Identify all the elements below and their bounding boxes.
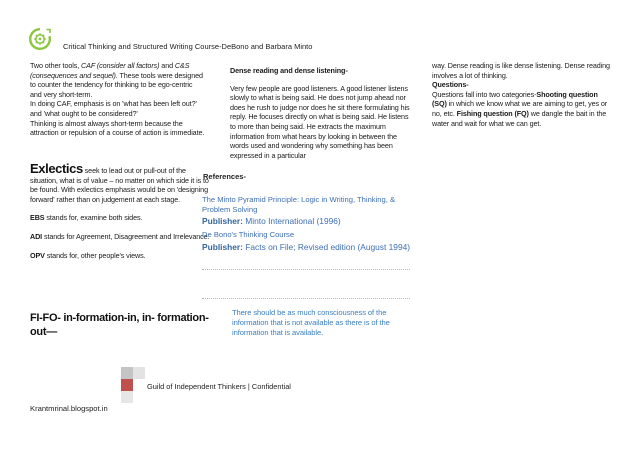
decor-square (133, 367, 145, 379)
text-run: seek to lead out or pull-out of the situation, what is of value – no matter on which side it is to be found. With exlectics emphasis would be on 'designing forward' rather than on judgement at each stage. (30, 166, 209, 204)
decor-square (121, 391, 133, 403)
questions-heading: Questions- (432, 80, 469, 90)
references-heading: References- (203, 172, 246, 181)
publisher-label: Publisher: (202, 216, 243, 226)
text-run: stands for, examine both sides. (44, 213, 143, 223)
decor-square (121, 367, 133, 379)
information-callout: There should be as much consciousness of the information that is not available as there is of the information that is available. (232, 308, 390, 337)
ebs-term: EBS (30, 213, 45, 223)
text-run: Two other tools, (30, 61, 82, 70)
text-run: and (159, 61, 175, 70)
dense-reading-column (230, 66, 410, 160)
dense-reading-continued: way. Dense reading is like dense listening. Dense reading involves a lot of thinking. (432, 61, 610, 80)
dense-reading-heading: Dense reading and dense listening- (230, 66, 348, 75)
footer-blog-link[interactable]: Krantmrinal.blogspot.in (30, 404, 108, 413)
footer-confidential: Guild of Independent Thinkers | Confidential (147, 382, 291, 391)
short-term-paragraph: Thinking is almost always short-term because the attraction or repulsion of a course of action is immediate. (30, 118, 205, 138)
fishing-question-term: Fishing question (FQ) (456, 108, 529, 118)
references-section (202, 172, 417, 299)
text-run: stands for Agreement, Disagreement and Irrelevance. (42, 231, 210, 241)
text-run: we dangle the bait in the water and wait for what we can get. (432, 108, 607, 128)
exlectics-section (30, 161, 210, 260)
opv-term: OPV (30, 250, 45, 260)
publisher-label: Publisher: (202, 241, 243, 252)
adi-line (30, 232, 210, 242)
shooting-question-term: Shooting question (SQ) (432, 89, 598, 109)
text-run: Questions fall into two categories- (432, 89, 537, 99)
caf-paragraph: In doing CAF, emphasis is on 'what has been left out?' and 'what ought to be considered?' (30, 99, 197, 118)
publisher-line-debono (202, 242, 417, 253)
text-run: These tools were designed to counter the tendency for thinking to be ego-centric and very short-term. (30, 70, 203, 99)
exlectics-paragraph (30, 161, 210, 204)
exlectics-title: Exlectics (30, 161, 83, 176)
fifo-heading: FI-FO- in-formation-in, in- formation-out— (30, 312, 209, 338)
decor-square-accent (121, 379, 133, 391)
ebs-line (30, 213, 210, 223)
text-run: in which we know what we are aiming to get, yes or no, etc. (432, 99, 608, 118)
adi-term: ADI (30, 231, 43, 241)
questions-column (432, 61, 612, 128)
reference-book-debono[interactable]: De Bono's Thinking Course (202, 230, 295, 239)
caf-term: CAF (consider all factors) (81, 61, 160, 70)
cs-term: C&S (consequences and sequel). (30, 61, 190, 80)
dotted-divider (202, 298, 410, 299)
opv-line (30, 251, 210, 261)
text-run: stands for, other people's views. (44, 250, 146, 260)
document-title: Critical Thinking and Structured Writing Course-DeBono and Barbara Minto (63, 42, 313, 51)
publisher-line-minto (202, 216, 417, 227)
intro-column (30, 61, 205, 138)
publisher-value: Minto International (1996) (242, 216, 341, 226)
tools-paragraph (30, 61, 205, 99)
bulb-gear-icon (28, 27, 52, 51)
dotted-divider (202, 269, 410, 270)
dense-reading-body: Very few people are good listeners. A good listener listens slowly to what is being said. He does not jump ahead nor does he rush to judge nor does he sit there formulating his reply. He focuses directly on what is being said. He listens to more than being said. He extracts the maximum information from what hears by looking in between the words used and wondering why something has been expressed in a particular (230, 83, 410, 160)
publisher-value: Facts on File; Revised edition (August 1994) (242, 241, 411, 252)
reference-book-minto[interactable]: The Minto Pyramid Principle: Logic in Writing, Thinking, & Problem Solving (202, 195, 396, 214)
questions-paragraph (432, 90, 612, 128)
